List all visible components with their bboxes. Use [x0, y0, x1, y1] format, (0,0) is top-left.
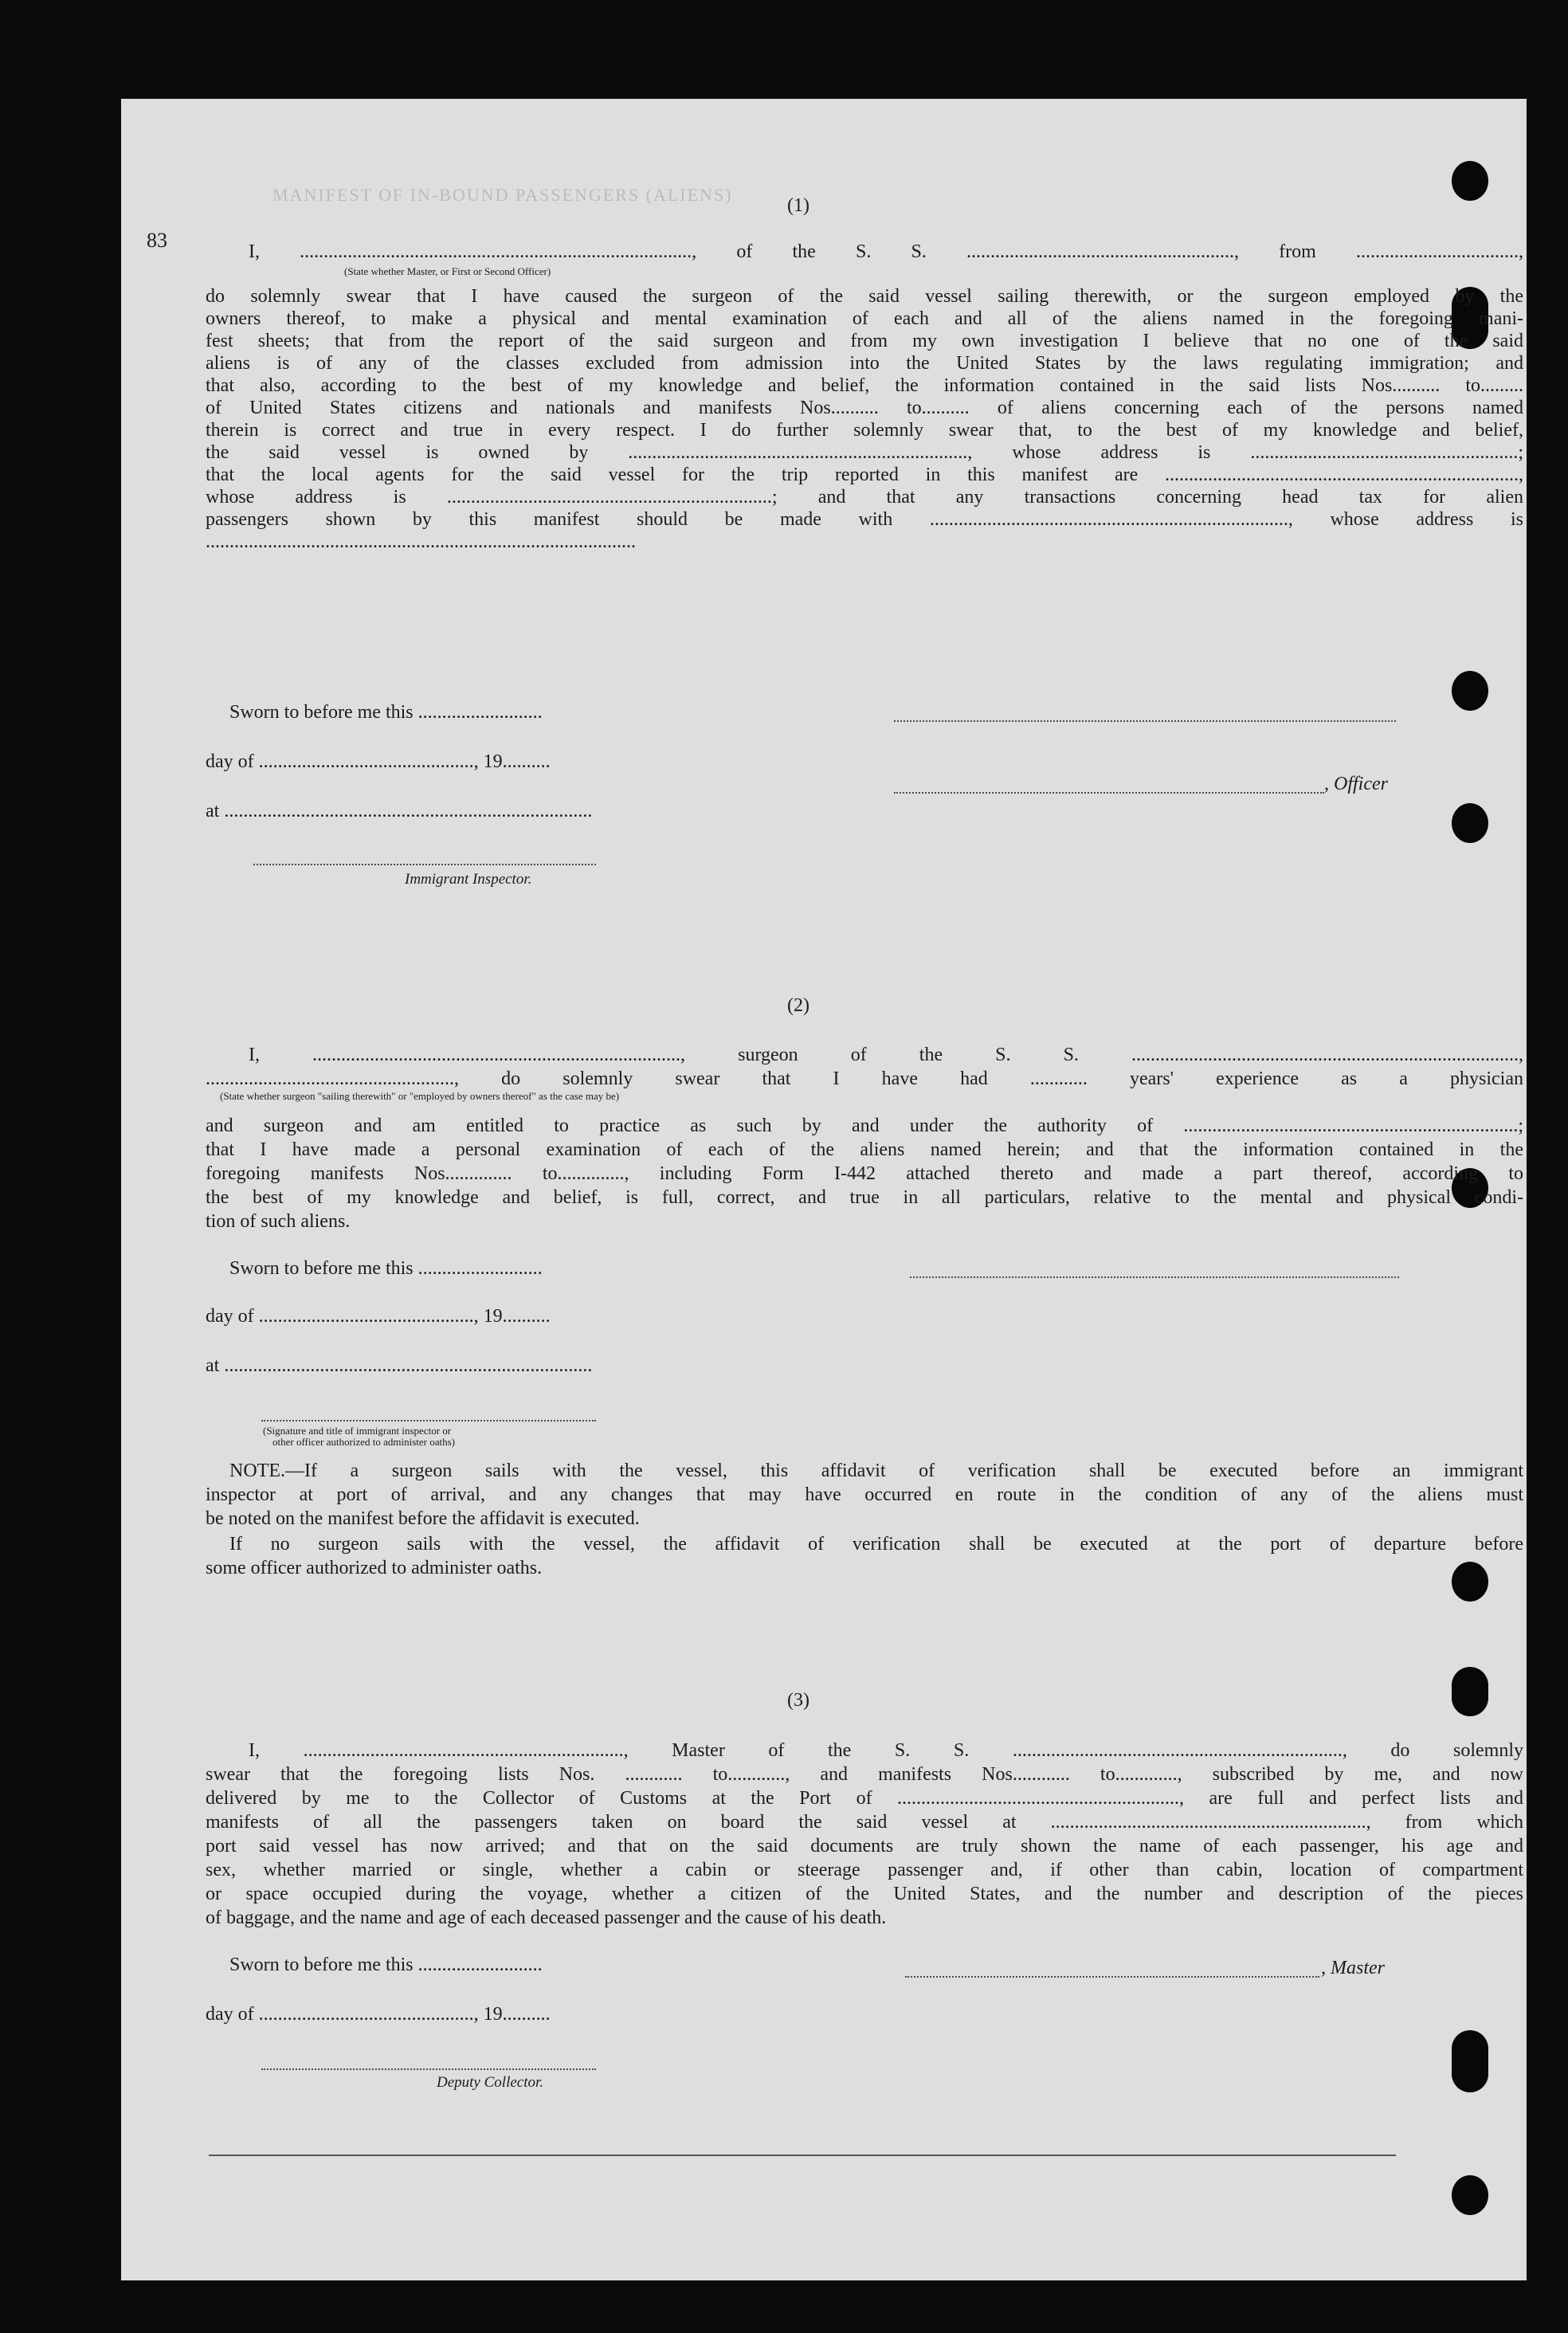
- signature-line: [894, 792, 1324, 794]
- body-line: port said vessel has now arrived; and that on the said documents are truly shown the name of each passenger, his age and: [206, 1836, 1523, 1857]
- bleed-through-text: MANIFEST OF IN-BOUND PASSENGERS (ALIENS): [272, 185, 733, 205]
- note-line: be noted on the manifest before the affidavit is executed.: [206, 1508, 640, 1529]
- note-line: inspector at port of arrival, and any changes that may have occurred en route in the condition of any of the aliens must: [206, 1484, 1523, 1505]
- body-line: delivered by me to the Collector of Customs at the Port of ..........................................................., are full and perfect lists and: [206, 1788, 1523, 1809]
- section-3-body: [206, 1739, 1523, 1930]
- note-line: NOTE.—If a surgeon sails with the vessel, this affidavit of verification shall be executed before an immigrant: [229, 1461, 1523, 1481]
- body-line: foregoing manifests Nos.............. to.............., including Form I-442 attached thereto and made a part thereof, according to: [206, 1163, 1523, 1184]
- at-line: at .............................................................................: [206, 801, 593, 821]
- body-line: the best of my knowledge and belief, is full, correct, and true in all particulars, relative to the mental and physical condi-: [206, 1187, 1523, 1208]
- officer-label: , Officer: [1324, 774, 1388, 794]
- punch-hole: [1452, 161, 1488, 201]
- signature-note: other officer authorized to administer oaths): [272, 1436, 455, 1448]
- signature-line: [261, 2068, 596, 2070]
- punch-hole: [1452, 671, 1488, 711]
- body-line: or space occupied during the voyage, whether a citizen of the United States, and the number and description of the pieces: [206, 1884, 1523, 1904]
- body-line: swear that the foregoing lists Nos. ............ to............, and manifests Nos............ to............., subscribed by me, and now: [206, 1764, 1523, 1785]
- body-line: do solemnly swear that I have caused the surgeon of the said vessel sailing therewith, or the surgeon employed by the: [206, 286, 1523, 307]
- body-line: fest sheets; that from the report of the said surgeon and from my own investigation I believe that no one of the said: [206, 331, 1523, 351]
- signature-line: [905, 1976, 1319, 1978]
- sworn-line: Sworn to before me this ..........................: [229, 1955, 543, 1975]
- section-2-oath-line: I, ............................................................................., surgeon of the S. S. .................................................................................,: [249, 1045, 1523, 1065]
- section-2-number: (2): [787, 995, 809, 1016]
- signature-note: (Signature and title of immigrant inspector or: [263, 1425, 452, 1437]
- signature-line: [261, 1420, 596, 1421]
- punch-hole: [1452, 803, 1488, 843]
- day-line: day of ............................................., 19..........: [206, 1306, 551, 1327]
- punch-hole: [1452, 2175, 1488, 2215]
- at-line: at .............................................................................: [206, 1355, 593, 1376]
- punch-hole: [1452, 1562, 1488, 1602]
- inspector-label: Immigrant Inspector.: [405, 871, 532, 888]
- section-3-number: (3): [787, 1690, 809, 1711]
- punch-hole: [1452, 2030, 1488, 2092]
- body-line: the said vessel is owned by ......................................................................., whose address is ........................................................;: [206, 442, 1523, 463]
- body-line: of United States citizens and nationals and manifests Nos.......... to.......... of aliens concerning each of the persons named: [206, 398, 1523, 418]
- body-line: that the local agents for the said vessel for the trip reported in this manifest are ..........................................................................,: [206, 465, 1523, 485]
- body-line: ..........................................................................................: [206, 531, 636, 552]
- punch-hole: [1452, 1667, 1488, 1716]
- body-line: therein is correct and true in every respect. I do further solemnly swear that, to the best of my knowledge and belief,: [206, 420, 1523, 441]
- body-line: and surgeon and am entitled to practice as such by and under the authority of ......................................................................;: [206, 1116, 1523, 1136]
- day-line: day of ............................................., 19..........: [206, 751, 551, 772]
- body-line: I, ..................................................................., Master of the S. S. ....................................................................., do solemnly: [249, 1740, 1523, 1761]
- section-2-experience-line: ...................................................., do solemnly swear that I have had ............ years' experience as a physician: [206, 1068, 1523, 1089]
- body-line: tion of such aliens.: [206, 1211, 351, 1232]
- bottom-rule: [209, 2155, 1396, 2156]
- section-1-body: [206, 285, 1523, 553]
- sworn-line: Sworn to before me this ..........................: [229, 702, 543, 723]
- body-line: passengers shown by this manifest should be made with ..........................................................................., whose address is: [206, 509, 1523, 530]
- section-1-oath-note: (State whether Master, or First or Second Officer): [344, 265, 551, 277]
- signature-line: [910, 1276, 1399, 1278]
- section-1-number: (1): [787, 195, 809, 216]
- sworn-line: Sworn to before me this ..........................: [229, 1258, 543, 1279]
- section-2-note: (State whether surgeon "sailing therewith" or "employed by owners thereof" as the case may be): [220, 1090, 620, 1102]
- section-2-body: [206, 1114, 1523, 1233]
- body-line: aliens is of any of the classes excluded from admission into the United States by the laws regulating immigration; and: [206, 353, 1523, 374]
- body-line: sex, whether married or single, whether a cabin or steerage passenger and, if other than cabin, location of compartment: [206, 1860, 1523, 1880]
- body-line: that I have made a personal examination of each of the aliens named herein; and that the information contained in the: [206, 1139, 1523, 1160]
- body-line: manifests of all the passengers taken on board the said vessel at .................................................................., from which: [206, 1812, 1523, 1833]
- page-mark: 83: [147, 229, 167, 252]
- body-line: owners thereof, to make a physical and mental examination of each and all of the aliens named in the foregoing mani-: [206, 308, 1523, 329]
- note-line: some officer authorized to administer oaths.: [206, 1558, 543, 1578]
- day-line: day of ............................................., 19..........: [206, 2004, 551, 2025]
- body-line: whose address is ....................................................................; and that any transactions concerning head tax for alien: [206, 487, 1523, 508]
- body-line: of baggage, and the name and age of each deceased passenger and the cause of his death.: [206, 1908, 887, 1928]
- master-label: , Master: [1321, 1958, 1385, 1978]
- signature-line: [253, 864, 596, 865]
- section-1-oath-line: I, .................................................................................., of the S. S. ........................................................, from ..................................,: [249, 241, 1523, 262]
- signature-line: [894, 720, 1396, 722]
- collector-label: Deputy Collector.: [437, 2074, 544, 2091]
- body-line: that also, according to the best of my knowledge and belief, the information contained in the said lists Nos.......... to.........: [206, 375, 1523, 396]
- note-line: If no surgeon sails with the vessel, the affidavit of verification shall be executed at the port of departure before: [229, 1534, 1523, 1555]
- document-page: [121, 99, 1527, 2280]
